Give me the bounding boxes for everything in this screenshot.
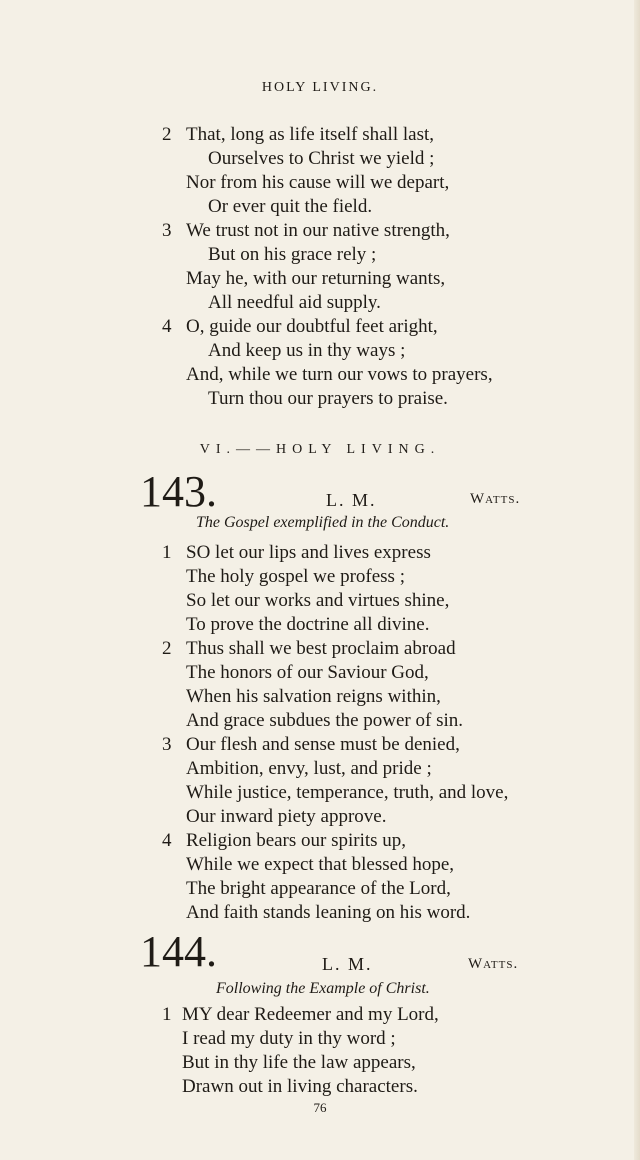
hymn-subtitle: Following the Example of Christ.: [216, 980, 430, 997]
verse-line: And faith stands leaning on his word.: [186, 902, 471, 923]
verse-line: That, long as life itself shall last,: [186, 124, 435, 145]
hymn-meter: L. M.: [326, 490, 377, 510]
verse-line: Nor from his cause will we depart,: [186, 172, 450, 193]
verse-line: MY dear Redeemer and my Lord,: [182, 1004, 439, 1025]
verse-line: SO let our lips and lives express: [186, 542, 431, 563]
verse-line: When his salvation reigns within,: [186, 686, 441, 707]
verse-line: Our flesh and sense must be denied,: [186, 734, 460, 755]
verse-line: But on his grace rely ;: [208, 244, 377, 265]
verse-line: While justice, temperance, truth, and love,: [186, 782, 509, 803]
verse-line: And, while we turn our vows to prayers,: [186, 364, 493, 385]
verse-line: Turn thou our prayers to praise.: [208, 388, 448, 409]
verse-line: All needful aid supply.: [208, 292, 381, 313]
hymn-subtitle: The Gospel exemplified in the Conduct.: [196, 514, 450, 531]
section-title: VI.——HOLY LIVING.: [199, 442, 441, 457]
verse-line: We trust not in our native strength,: [186, 220, 450, 241]
verse-line: The honors of our Saviour God,: [186, 662, 429, 683]
verse-line: And keep us in thy ways ;: [208, 340, 406, 361]
stanza-number: 3: [162, 734, 172, 755]
verse-line: May he, with our returning wants,: [186, 268, 446, 289]
stanza-number: 1: [162, 1004, 172, 1025]
verse-line: The bright appearance of the Lord,: [186, 878, 451, 899]
hymn-number: 144.: [140, 927, 217, 976]
verse-line: I read my duty in thy word ;: [182, 1028, 396, 1049]
verse-line: But in thy life the law appears,: [182, 1052, 416, 1073]
page-number: 76: [313, 1100, 327, 1115]
verse-line: Or ever quit the field.: [208, 196, 373, 217]
running-head: HOLY LIVING.: [261, 80, 379, 95]
stanza-number: 4: [162, 316, 172, 337]
verse-line: While we expect that blessed hope,: [186, 854, 455, 875]
verse-line: O, guide our doubtful feet aright,: [186, 316, 438, 337]
verse-line: Thus shall we best proclaim abroad: [186, 638, 456, 659]
verse-line: And grace subdues the power of sin.: [186, 710, 464, 731]
verse-line: Our inward piety approve.: [186, 806, 387, 827]
page-edge: [634, 0, 640, 1160]
verse-line: Drawn out in living characters.: [182, 1076, 418, 1097]
verse-line: The holy gospel we profess ;: [186, 566, 405, 587]
stanza-number: 4: [162, 830, 172, 851]
verse-line: Ambition, envy, lust, and pride ;: [186, 758, 432, 779]
stanza-number: 3: [162, 220, 172, 241]
verse-line: So let our works and virtues shine,: [186, 590, 450, 611]
stanza-number: 2: [162, 638, 172, 659]
stanza-number: 1: [162, 542, 172, 563]
hymn-author: Watts.: [470, 491, 521, 507]
stanza-number: 2: [162, 124, 172, 145]
verse-line: Ourselves to Christ we yield ;: [208, 148, 435, 169]
hymn-meter: L. M.: [322, 954, 373, 974]
verse-line: Religion bears our spirits up,: [186, 830, 407, 851]
hymn-number: 143.: [140, 467, 217, 516]
hymn-author: Watts.: [468, 956, 519, 972]
verse-line: To prove the doctrine all divine.: [186, 614, 430, 635]
